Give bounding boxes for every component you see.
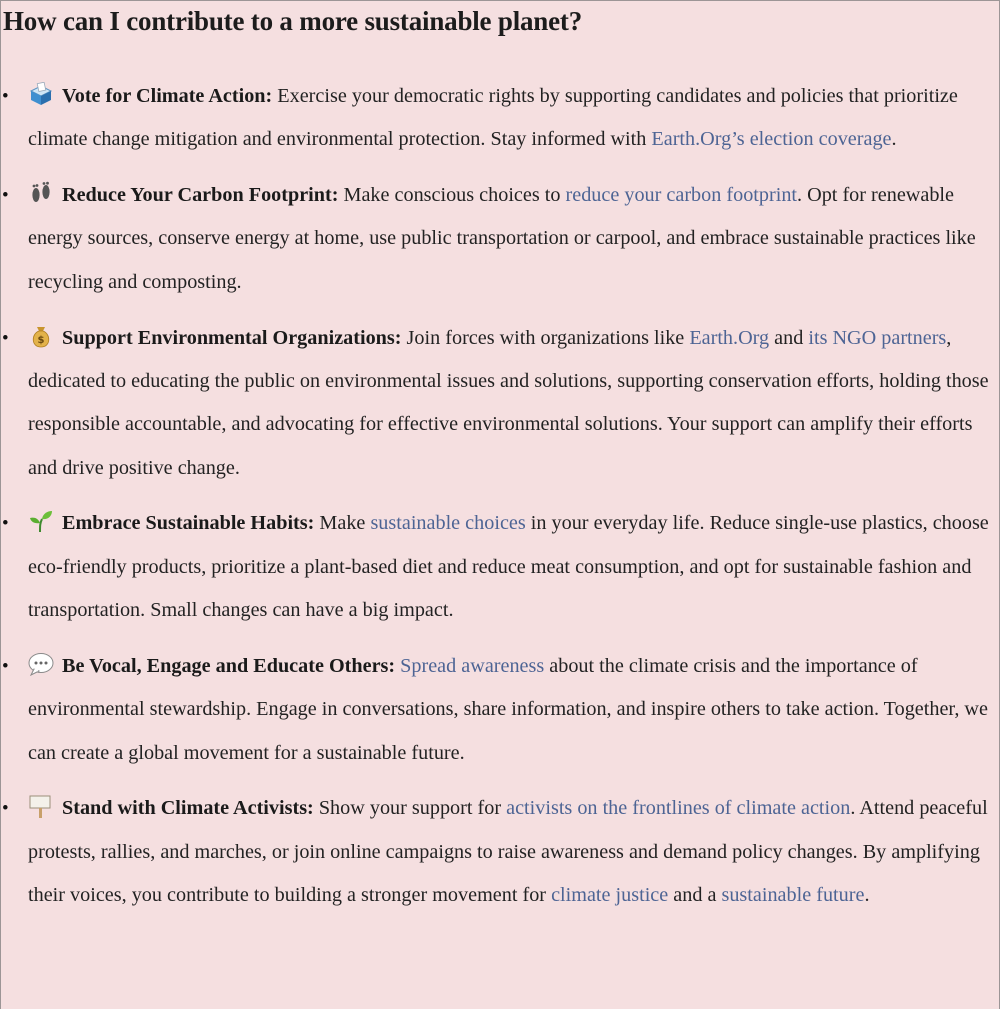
climate-justice-link[interactable]: climate justice: [551, 884, 669, 907]
speech-bubble-icon: [28, 652, 54, 676]
svg-text:$: $: [37, 334, 45, 346]
bullet: •: [2, 86, 9, 107]
item-heading: Embrace Sustainable Habits:: [62, 512, 315, 535]
list-item-carbon-footprint: [0, 174, 1000, 304]
money-bag-icon: [28, 324, 54, 348]
item-heading: Support Environmental Organizations:: [62, 326, 402, 349]
placard-icon: [28, 794, 54, 818]
item-text: Make: [314, 512, 371, 535]
item-text: .: [864, 884, 870, 907]
item-text: Join forces with organizations like: [401, 326, 690, 349]
list-item-sustainable-habits: [0, 502, 1000, 632]
item-text: .: [891, 128, 897, 151]
seedling-icon: [28, 509, 54, 533]
bullet: •: [2, 655, 9, 677]
list-item-support-organizations: [0, 317, 1000, 490]
item-text: . Opt for renewable energy sources, conserve energy at home, use public transportation or carpool, and embrace sustainable practices like recycling and composting.: [28, 184, 976, 293]
list-item-educate-others: [0, 645, 1000, 775]
sustainable-future-link[interactable]: sustainable future: [721, 884, 865, 907]
top-border: [0, 0, 1000, 1]
bullet: •: [2, 513, 9, 535]
item-text: Show your support for: [313, 797, 507, 820]
item-text: Make conscious choices to: [338, 184, 566, 207]
ngo-partners-link[interactable]: its NGO partners: [808, 326, 947, 349]
item-heading: Stand with Climate Activists:: [62, 797, 314, 820]
footprints-icon: [28, 181, 54, 205]
item-text: . Attend peaceful protests, rallies, and marches, or join online campaigns to raise awareness and demand policy changes. By amplifying their voices, you contribute to building a stronger movement for: [28, 797, 988, 907]
item-heading: Be Vocal, Engage and Educate Others:: [62, 654, 396, 677]
item-heading: Reduce Your Carbon Footprint:: [62, 184, 339, 207]
item-text: and: [769, 326, 809, 349]
carbon-footprint-link[interactable]: reduce your carbon footprint: [565, 184, 798, 207]
action-list: [0, 75, 1000, 930]
item-text: in your everyday life. Reduce single-use plastics, choose eco-friendly products, prioritize a plant-based diet and reduce meat consumption, and opt for sustainable fashion and transportation. Small changes can have a big impact.: [28, 512, 989, 622]
election-coverage-link[interactable]: Earth.Org’s election coverage: [651, 128, 892, 151]
page-title: How can I contribute to a more sustainable planet?: [3, 6, 583, 36]
sustainable-choices-link[interactable]: sustainable choices: [370, 512, 526, 535]
frontline-activists-link[interactable]: activists on the frontlines of climate action: [506, 797, 851, 820]
earth-org-link[interactable]: Earth.Org: [689, 326, 770, 349]
item-text: , dedicated to educating the public on environmental issues and solutions, supporting conservation efforts, holding those responsible accountable, and advocating for effective environmental solutions. Your support can amplify their efforts and drive positive change.: [28, 326, 989, 479]
item-text: about the climate crisis and the importance of environmental stewardship. Engage in conversations, share information, and inspire others to take action. Together, we can create a global movement for a sustainable future.: [28, 654, 988, 764]
bullet: •: [2, 798, 9, 820]
item-heading: Vote for Climate Action:: [62, 85, 273, 107]
item-text: Exercise your democratic rights by supporting candidates and policies that prioritize climate change mitigation and environmental protection. Stay informed with: [28, 85, 958, 151]
bullet: •: [2, 185, 9, 207]
list-item-vote: [0, 75, 1000, 162]
bullet: •: [2, 327, 9, 349]
ballot-box-icon: [28, 82, 54, 106]
list-item-climate-activists: [0, 787, 1000, 917]
item-text: and a: [668, 884, 722, 907]
spread-awareness-link[interactable]: Spread awareness: [400, 654, 545, 677]
